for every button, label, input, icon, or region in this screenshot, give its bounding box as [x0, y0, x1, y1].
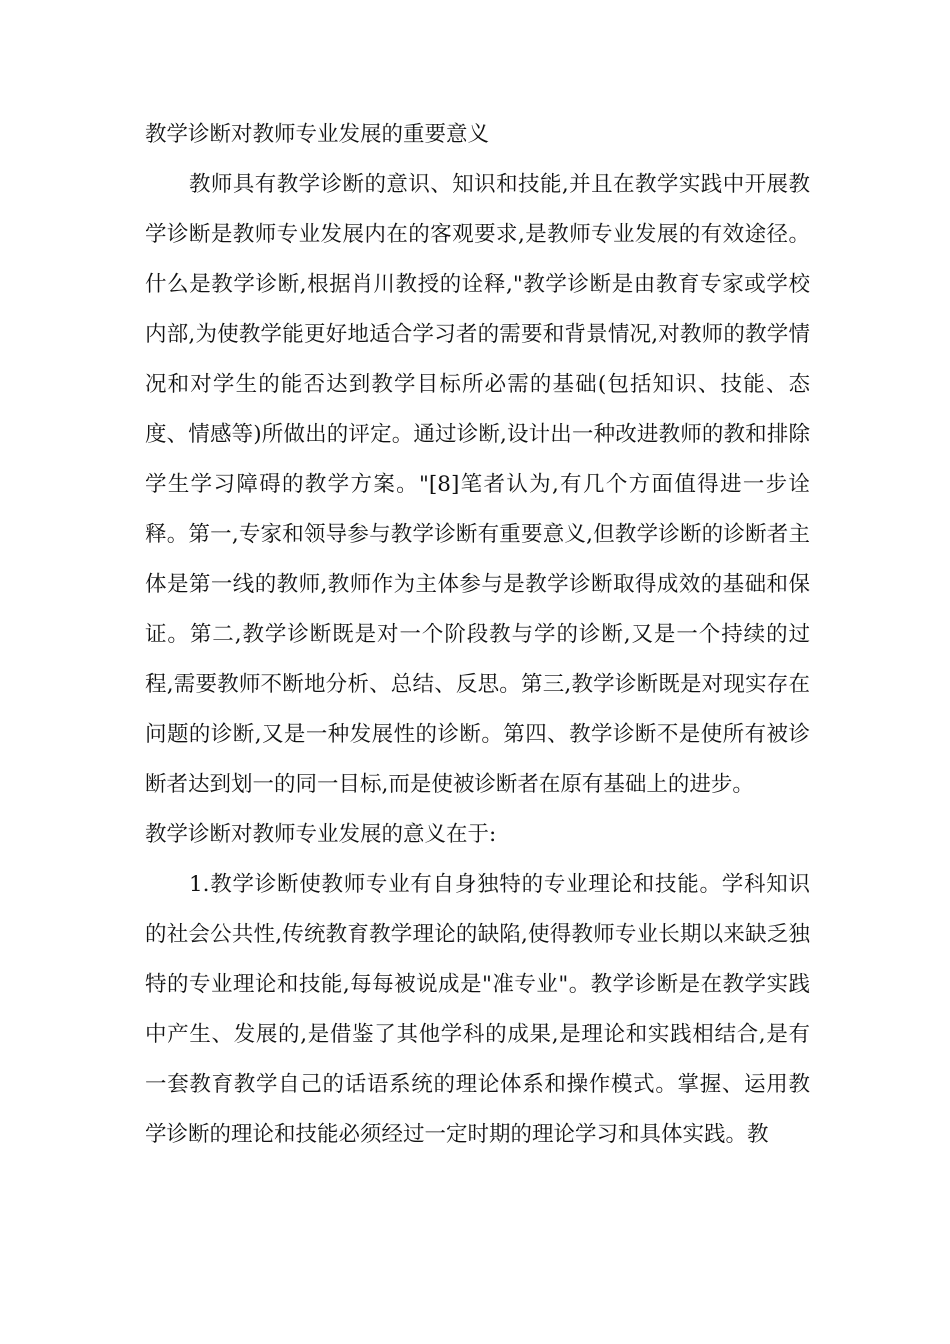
document-heading: 教学诊断对教师专业发展的重要意义 — [145, 122, 490, 147]
paragraph-point-1: 1.教学诊断使教师专业有自身独特的专业理论和技能。学科知识的社会公共性,传统教育教学理论的缺陷,使得教师专业长期以来缺乏独特的专业理论和技能,每每被说成是"准专业"。教学诊断是在教学实践中产生、发展的,是借鉴了其他学科的成果,是理论和实践相结合,是有一套教育教学自己的话语系统的理论体系和操作模式。掌握、运用教学诊断的理论和技能必须经过一定时期的理论学习和具体实践。教 — [145, 872, 810, 1147]
section-subheading: 教学诊断对教师专业发展的意义在于: — [145, 822, 497, 847]
document-body — [145, 110, 810, 1160]
paragraph-definition: 教师具有教学诊断的意识、知识和技能,并且在教学实践中开展教学诊断是教师专业发展内在的客观要求,是教师专业发展的有效途径。什么是教学诊断,根据肖川教授的诠释,"教学诊断是由教育专家或学校内部,为使教学能更好地适合学习者的需要和背景情况,对教师的教学情况和对学生的能否达到教学目标所必需的基础(包括知识、技能、态度、情感等)所做出的评定。通过诊断,设计出一种改进教师的教和排除学生学习障碍的教学方案。"[8]笔者认为,有几个方面值得进一步诠释。第一,专家和领导参与教学诊断有重要意义,但教学诊断的诊断者主体是第一线的教师,教师作为主体参与是教学诊断取得成效的基础和保证。第二,教学诊断既是对一个阶段教与学的诊断,又是一个持续的过程,需要教师不断地分析、总结、反思。第三,教学诊断既是对现实存在问题的诊断,又是一种发展性的诊断。第四、教学诊断不是使所有被诊断者达到划一的同一目标,而是使被诊断者在原有基础上的进步。 — [145, 172, 810, 797]
